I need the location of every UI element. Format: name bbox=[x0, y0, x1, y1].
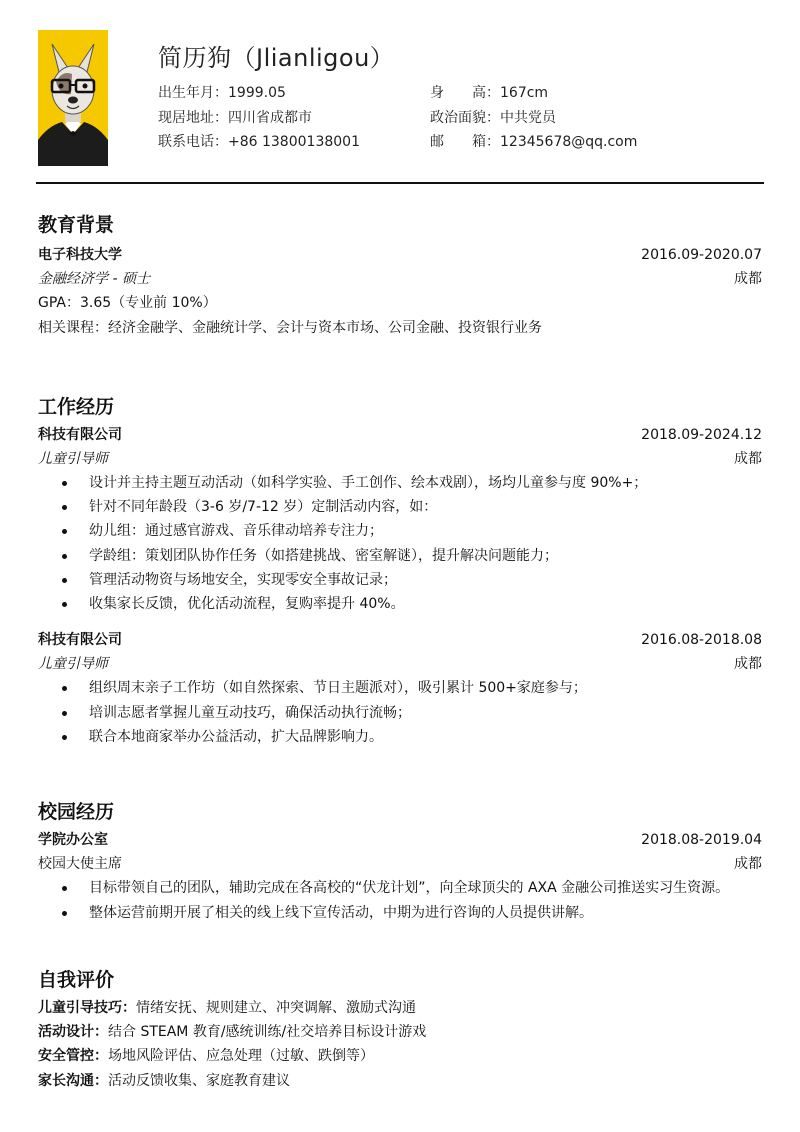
education-period: 2016.09-2020.07 bbox=[641, 247, 762, 263]
political-status: 政治面貌：中共党员 bbox=[430, 110, 556, 126]
job-role: 儿童引导师 bbox=[38, 451, 108, 467]
bullet-icon bbox=[62, 481, 67, 486]
birth-date: 出生年月：1999.05 bbox=[158, 85, 286, 101]
education-header-row bbox=[38, 244, 762, 266]
section-title-education: 教育背景 bbox=[38, 214, 115, 236]
bullet-icon bbox=[62, 886, 67, 891]
bullet-icon bbox=[62, 686, 67, 691]
header-divider bbox=[36, 182, 764, 184]
campus-city: 成都 bbox=[734, 856, 762, 872]
job-period: 2018.09-2024.12 bbox=[641, 427, 762, 443]
phone-number: 联系电话：+86 13800138001 bbox=[158, 134, 360, 150]
resume-name: 简历狗（Jlianligou） bbox=[158, 44, 395, 72]
education-major-row bbox=[38, 268, 762, 290]
education-courses: 相关课程：经济金融学、金融统计学、会计与资本市场、公司金融、投资银行业务 bbox=[38, 320, 542, 336]
section-title-work: 工作经历 bbox=[38, 396, 115, 418]
height: 身 高：167cm bbox=[430, 85, 549, 101]
bullet-icon bbox=[62, 602, 67, 607]
job-role-row bbox=[38, 448, 762, 470]
campus-period: 2018.08-2019.04 bbox=[641, 832, 762, 848]
bullet-icon bbox=[62, 505, 67, 510]
campus-role-row bbox=[38, 853, 762, 875]
self-eval-item: 儿童引导技巧：情绪安抚、规则建立、冲突调解、激励式沟通 bbox=[38, 1000, 416, 1016]
bullet-icon bbox=[62, 578, 67, 583]
self-eval-item: 安全管控：场地风险评估、应急处理（过敏、跌倒等） bbox=[38, 1048, 374, 1064]
school-name: 电子科技大学 bbox=[38, 247, 122, 263]
job-role: 儿童引导师 bbox=[38, 656, 108, 672]
campus-role: 校园大使主席 bbox=[38, 856, 122, 872]
bullet-icon bbox=[62, 911, 67, 916]
bullet-icon bbox=[62, 711, 67, 716]
job-header-row bbox=[38, 629, 762, 651]
education-gpa-row bbox=[38, 292, 762, 314]
self-eval-item: 家长沟通：活动反馈收集、家庭教育建议 bbox=[38, 1073, 290, 1089]
self-eval-item: 活动设计：结合 STEAM 教育/感统训练/社交培养目标设计游戏 bbox=[38, 1024, 427, 1040]
section-title-self: 自我评价 bbox=[38, 969, 115, 991]
campus-org: 学院办公室 bbox=[38, 832, 108, 848]
job-company: 科技有限公司 bbox=[38, 632, 122, 648]
job-city: 成都 bbox=[734, 656, 762, 672]
education-gpa: GPA：3.65（专业前 10%） bbox=[38, 295, 217, 311]
current-address: 现居地址：四川省成都市 bbox=[158, 110, 312, 126]
job-period: 2016.08-2018.08 bbox=[641, 632, 762, 648]
campus-header-row bbox=[38, 829, 762, 851]
avatar bbox=[38, 30, 108, 166]
bullet-icon bbox=[62, 554, 67, 559]
email: 邮 箱：12345678@qq.com bbox=[430, 134, 638, 150]
job-role-row bbox=[38, 653, 762, 675]
job-header-row bbox=[38, 424, 762, 446]
bulldog-portrait-icon bbox=[38, 30, 108, 166]
bullet-icon bbox=[62, 529, 67, 534]
job-company: 科技有限公司 bbox=[38, 427, 122, 443]
bullet-icon bbox=[62, 735, 67, 740]
section-title-campus: 校园经历 bbox=[38, 801, 115, 823]
education-courses-row bbox=[38, 317, 762, 339]
education-city: 成都 bbox=[734, 271, 762, 287]
education-major: 金融经济学 - 硕士 bbox=[38, 271, 150, 287]
job-city: 成都 bbox=[734, 451, 762, 467]
